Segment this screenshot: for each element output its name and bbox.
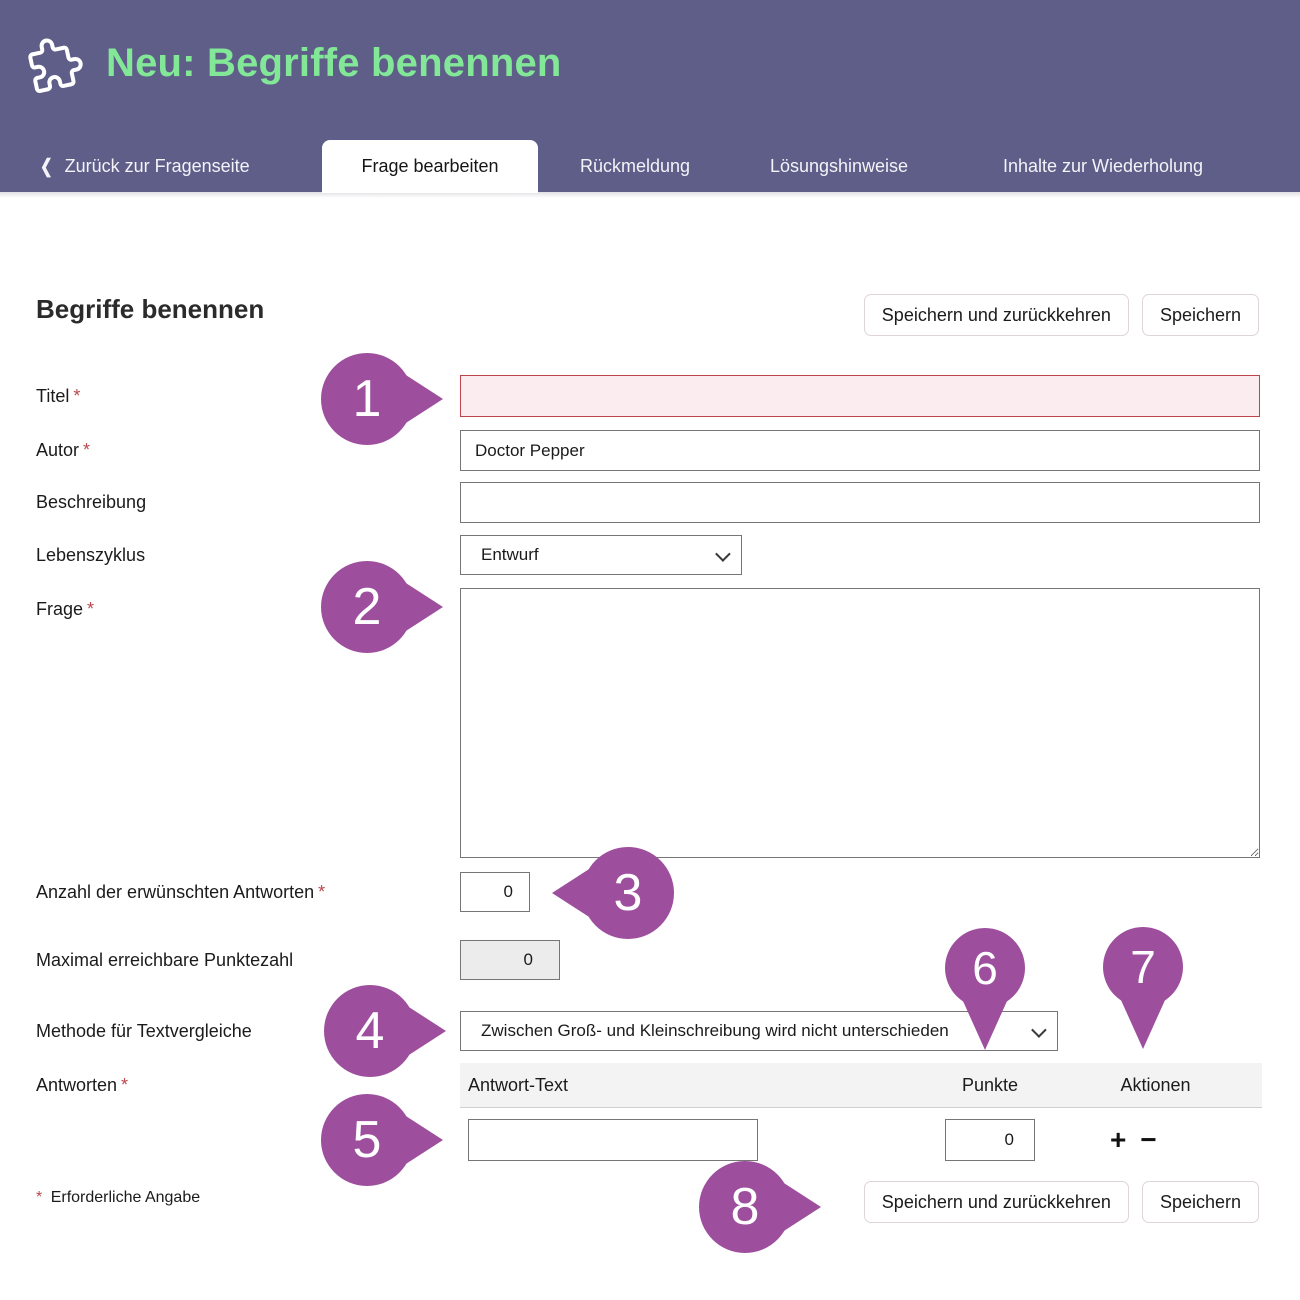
chevron-down-icon bbox=[715, 546, 731, 562]
required-asterisk: * bbox=[318, 882, 326, 902]
bottom-button-row bbox=[864, 1181, 1259, 1223]
titel-input[interactable] bbox=[460, 375, 1260, 417]
required-asterisk: * bbox=[73, 386, 81, 406]
selected-option: Entwurf bbox=[481, 545, 539, 564]
back-to-question-page-link[interactable] bbox=[40, 140, 250, 192]
titel-label: Titel * bbox=[36, 386, 81, 406]
annotation-marker-2: 2 bbox=[321, 561, 413, 653]
annotation-marker-6: 6 bbox=[945, 928, 1025, 1008]
add-row-icon[interactable]: + bbox=[1110, 1124, 1127, 1155]
remove-row-icon[interactable]: − bbox=[1140, 1124, 1157, 1155]
answers-table-header bbox=[460, 1063, 1262, 1108]
col-header-aktionen: Aktionen bbox=[1120, 1075, 1191, 1095]
annotation-marker-5: 5 bbox=[321, 1094, 413, 1186]
chevron-down-icon bbox=[1031, 1022, 1047, 1038]
tab-bar bbox=[0, 140, 1300, 192]
selected-option: Zwischen Groß- und Kleinschreibung wird nicht unterschieden bbox=[481, 1021, 949, 1040]
back-link-label: Zurück zur Fragenseite bbox=[64, 155, 250, 176]
chevron-left-icon: ❮ bbox=[40, 156, 53, 178]
tab-inhalte-zur-wiederholung[interactable] bbox=[975, 140, 1231, 192]
save-button-bottom[interactable]: Speichern bbox=[1142, 1181, 1259, 1223]
answers-table bbox=[460, 1063, 1262, 1108]
beschreibung-label: Beschreibung bbox=[36, 492, 147, 512]
required-asterisk: * bbox=[83, 440, 91, 460]
tab-frage-bearbeiten[interactable] bbox=[322, 140, 538, 193]
required-asterisk: * bbox=[121, 1075, 129, 1095]
autor-input[interactable] bbox=[460, 430, 1260, 471]
anzahl-antworten-input[interactable] bbox=[460, 872, 530, 912]
required-asterisk: * bbox=[36, 1189, 43, 1206]
lebenszyklus-select[interactable] bbox=[460, 535, 742, 575]
annotation-marker-8: 8 bbox=[699, 1161, 791, 1253]
maximal-punkte-label: Maximal erreichbare Punktezahl bbox=[36, 950, 294, 970]
frage-label: Frage * bbox=[36, 599, 95, 619]
answer-text-input[interactable] bbox=[468, 1119, 758, 1161]
antworten-label: Antworten * bbox=[36, 1075, 129, 1095]
tab-label: Lösungshinweise bbox=[769, 155, 909, 176]
col-header-antwort-text: Antwort-Text bbox=[468, 1075, 569, 1095]
tab-label: Frage bearbeiten bbox=[361, 156, 499, 176]
save-and-return-button-top[interactable]: Speichern und zurückkehren bbox=[864, 294, 1129, 336]
annotation-marker-7: 7 bbox=[1103, 927, 1183, 1007]
tab-rueckmeldung[interactable] bbox=[565, 140, 705, 192]
maximal-punkte-input bbox=[460, 940, 560, 980]
answer-punkte-input[interactable] bbox=[945, 1119, 1035, 1161]
required-asterisk: * bbox=[87, 599, 95, 619]
top-button-row bbox=[864, 294, 1259, 336]
tab-label: Inhalte zur Wiederholung bbox=[1002, 155, 1204, 176]
methode-label: Methode für Textvergleiche bbox=[36, 1021, 252, 1041]
page-title: Neu: Begriffe benennen bbox=[106, 40, 562, 85]
lebenszyklus-label: Lebenszyklus bbox=[36, 545, 146, 565]
required-footnote: * Erforderliche Angabe bbox=[36, 1189, 201, 1206]
annotation-marker-1: 1 bbox=[321, 353, 413, 445]
tab-loesungshinweise[interactable] bbox=[752, 140, 926, 192]
annotation-marker-4: 4 bbox=[324, 985, 416, 1077]
col-header-punkte: Punkte bbox=[961, 1075, 1019, 1095]
save-button-top[interactable]: Speichern bbox=[1142, 294, 1259, 336]
autor-label: Autor * bbox=[36, 440, 91, 460]
app-header bbox=[0, 0, 1300, 140]
beschreibung-input[interactable] bbox=[460, 482, 1260, 523]
answer-row-actions bbox=[1110, 1122, 1157, 1158]
frage-textarea[interactable] bbox=[460, 588, 1260, 858]
anzahl-label: Anzahl der erwünschten Antworten * bbox=[36, 882, 326, 902]
tab-label: Rückmeldung bbox=[579, 155, 691, 176]
annotation-marker-3: 3 bbox=[582, 847, 674, 939]
puzzle-icon bbox=[18, 25, 94, 101]
save-and-return-button-bottom[interactable]: Speichern und zurückkehren bbox=[864, 1181, 1129, 1223]
form-title: Begriffe benennen bbox=[36, 294, 265, 324]
tabbar-shadow bbox=[0, 192, 1300, 198]
